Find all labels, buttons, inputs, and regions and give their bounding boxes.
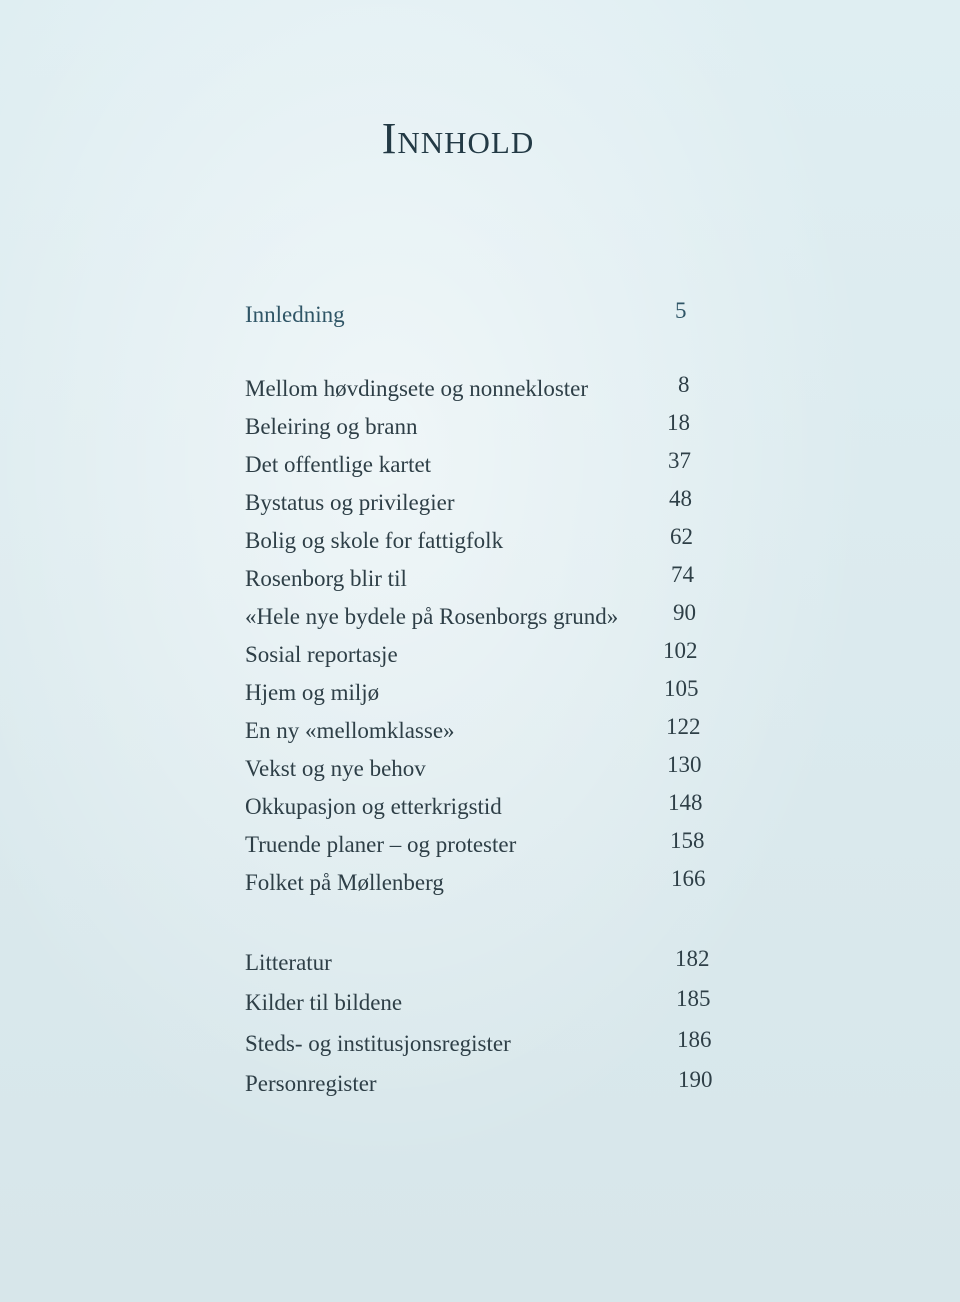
toc-appendix-section bbox=[245, 943, 725, 1105]
toc-entry bbox=[245, 752, 725, 790]
toc-entry-title: Truende planer – og protester bbox=[245, 832, 517, 857]
toc-entry-title: Personregister bbox=[245, 1071, 377, 1096]
toc-entry-title: Hjem og miljø bbox=[245, 680, 380, 705]
toc-entry-page: 130 bbox=[667, 752, 702, 777]
toc-entry-page: 148 bbox=[668, 790, 703, 815]
toc-entry-title: Innledning bbox=[245, 302, 345, 327]
toc-entry bbox=[245, 714, 725, 752]
toc-entry-title: Okkupasjon og etterkrigstid bbox=[245, 794, 502, 819]
toc-entry-title: Rosenborg blir til bbox=[245, 566, 407, 591]
toc-entry-title: Bystatus og privilegier bbox=[245, 490, 455, 515]
toc-entry-page: 74 bbox=[671, 562, 694, 587]
toc-entry bbox=[245, 562, 725, 600]
toc-entry-page: 166 bbox=[671, 866, 706, 891]
toc-entry-title: Bolig og skole for fattigfolk bbox=[245, 528, 504, 553]
toc-entry-page: 182 bbox=[675, 945, 710, 971]
toc-entry-page: 122 bbox=[666, 714, 701, 739]
toc-entry-title: Beleiring og brann bbox=[245, 414, 418, 439]
toc-chapters-section bbox=[245, 372, 725, 904]
toc-entry bbox=[245, 486, 725, 524]
toc-entry bbox=[245, 1024, 725, 1065]
toc-entry bbox=[245, 943, 725, 984]
toc-entry bbox=[245, 410, 725, 448]
toc-entry-title: «Hele nye bydele på Rosenborgs grund» bbox=[245, 604, 619, 629]
toc-entry-page: 185 bbox=[676, 986, 711, 1011]
toc-entry-title: Mellom høvdingsete og nonnekloster bbox=[245, 376, 589, 401]
toc-entry-title: Det offentlige kartet bbox=[245, 452, 432, 477]
toc-entry-title: Kilder til bildene bbox=[245, 990, 403, 1015]
toc-entry bbox=[245, 372, 725, 410]
toc-entry bbox=[245, 298, 725, 336]
toc-entry-title: Vekst og nye behov bbox=[245, 756, 426, 781]
toc-entry bbox=[245, 866, 725, 904]
toc-entry bbox=[245, 638, 725, 676]
toc-entry bbox=[245, 448, 725, 486]
toc-entry-page: 186 bbox=[677, 1026, 712, 1052]
toc-entry-page: 158 bbox=[670, 828, 705, 853]
toc-entry-title: Steds- og institusjonsregister bbox=[245, 1030, 511, 1056]
toc-entry-page: 37 bbox=[668, 448, 691, 473]
toc-entry-page: 5 bbox=[675, 298, 687, 323]
toc-entry-page: 90 bbox=[673, 600, 696, 625]
toc-entry-page: 102 bbox=[663, 638, 698, 663]
toc-entry-page: 190 bbox=[678, 1067, 713, 1092]
toc-entry bbox=[245, 600, 725, 638]
toc-entry bbox=[245, 828, 725, 866]
toc-entry-page: 62 bbox=[670, 524, 693, 549]
toc-entry-page: 105 bbox=[664, 676, 699, 701]
page-title: Innhold bbox=[381, 114, 535, 164]
toc-entry-title: En ny «mellomklasse» bbox=[245, 718, 455, 743]
toc-entry bbox=[245, 984, 725, 1025]
table-of-contents bbox=[245, 0, 725, 1302]
toc-entry bbox=[245, 1065, 725, 1106]
toc-entry-title: Folket på Møllenberg bbox=[245, 870, 444, 895]
toc-entry-title: Sosial reportasje bbox=[245, 642, 398, 667]
toc-entry-page: 48 bbox=[669, 486, 692, 511]
toc-intro-section bbox=[245, 298, 725, 336]
toc-entry-page: 8 bbox=[678, 372, 690, 397]
toc-entry-title: Litteratur bbox=[245, 949, 332, 975]
toc-entry bbox=[245, 790, 725, 828]
toc-entry bbox=[245, 676, 725, 714]
toc-entry-page: 18 bbox=[667, 410, 690, 435]
toc-entry bbox=[245, 524, 725, 562]
